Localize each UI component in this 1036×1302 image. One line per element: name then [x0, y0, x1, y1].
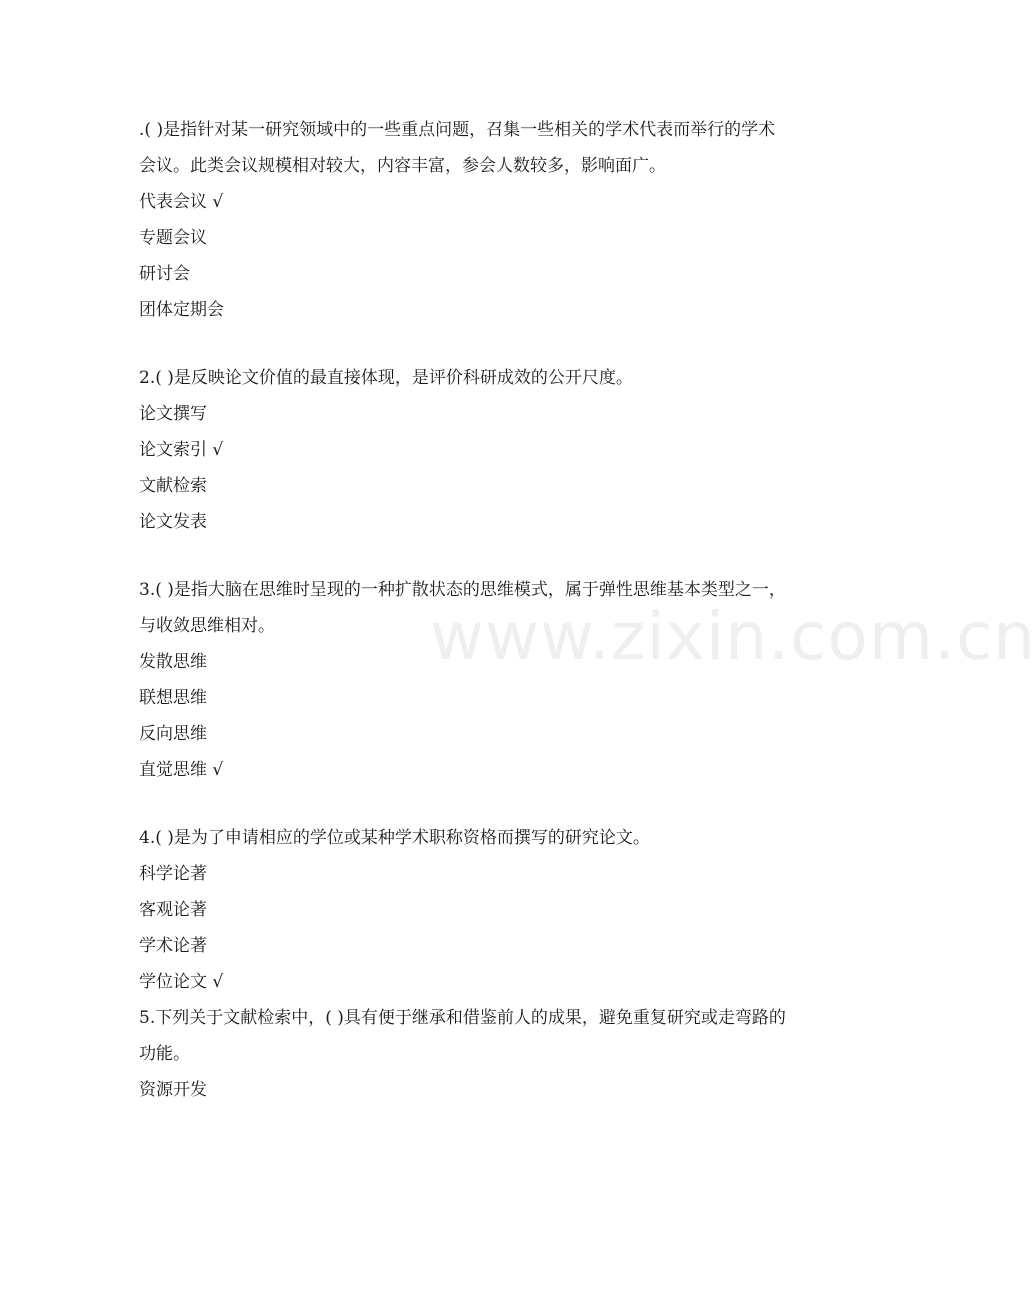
option-a: 代表会议 √	[139, 192, 224, 212]
option-b: 联想思维	[139, 688, 207, 708]
option-a: 科学论著	[139, 864, 207, 884]
question-text: .( )是指针对某一研究领域中的一些重点问题，召集一些相关的学术代表而举行的学术会议。此类会议规模相对较大，内容丰富，参会人数较多，影响面广。	[139, 120, 776, 176]
question-1	[139, 112, 789, 328]
question-text: 2.( )是反映论文价值的最直接体现，是评价科研成效的公开尺度。	[139, 368, 633, 388]
spacer	[139, 788, 789, 820]
option-b: 专题会议	[139, 228, 207, 248]
option-a: 发散思维	[139, 652, 207, 672]
option-d: 论文发表	[139, 512, 207, 532]
question-3	[139, 572, 789, 788]
option-d: 学位论文 √	[139, 972, 224, 992]
document-body	[139, 112, 789, 1108]
option-b: 论文索引 √	[139, 440, 224, 460]
spacer	[139, 540, 789, 572]
question-4	[139, 820, 789, 1000]
spacer	[139, 328, 789, 360]
option-a: 资源开发	[139, 1080, 207, 1100]
question-2	[139, 360, 789, 540]
option-c: 研讨会	[139, 264, 190, 284]
question-5	[139, 1000, 789, 1108]
option-c: 反向思维	[139, 724, 207, 744]
watermark: www.zixin.com.cn	[430, 598, 1036, 675]
question-text: 3.( )是指大脑在思维时呈现的一种扩散状态的思维模式，属于弹性思维基本类型之一，与收敛思维相对。	[139, 580, 786, 636]
option-c: 学术论著	[139, 936, 207, 956]
question-text: 5.下列关于文献检索中，( )具有便于继承和借鉴前人的成果，避免重复研究或走弯路的功能。	[139, 1008, 786, 1064]
option-b: 客观论著	[139, 900, 207, 920]
option-d: 直觉思维 √	[139, 760, 224, 780]
option-a: 论文撰写	[139, 404, 207, 424]
question-text: 4.( )是为了申请相应的学位或某种学术职称资格而撰写的研究论文。	[139, 828, 650, 848]
option-d: 团体定期会	[139, 300, 224, 320]
option-c: 文献检索	[139, 476, 207, 496]
